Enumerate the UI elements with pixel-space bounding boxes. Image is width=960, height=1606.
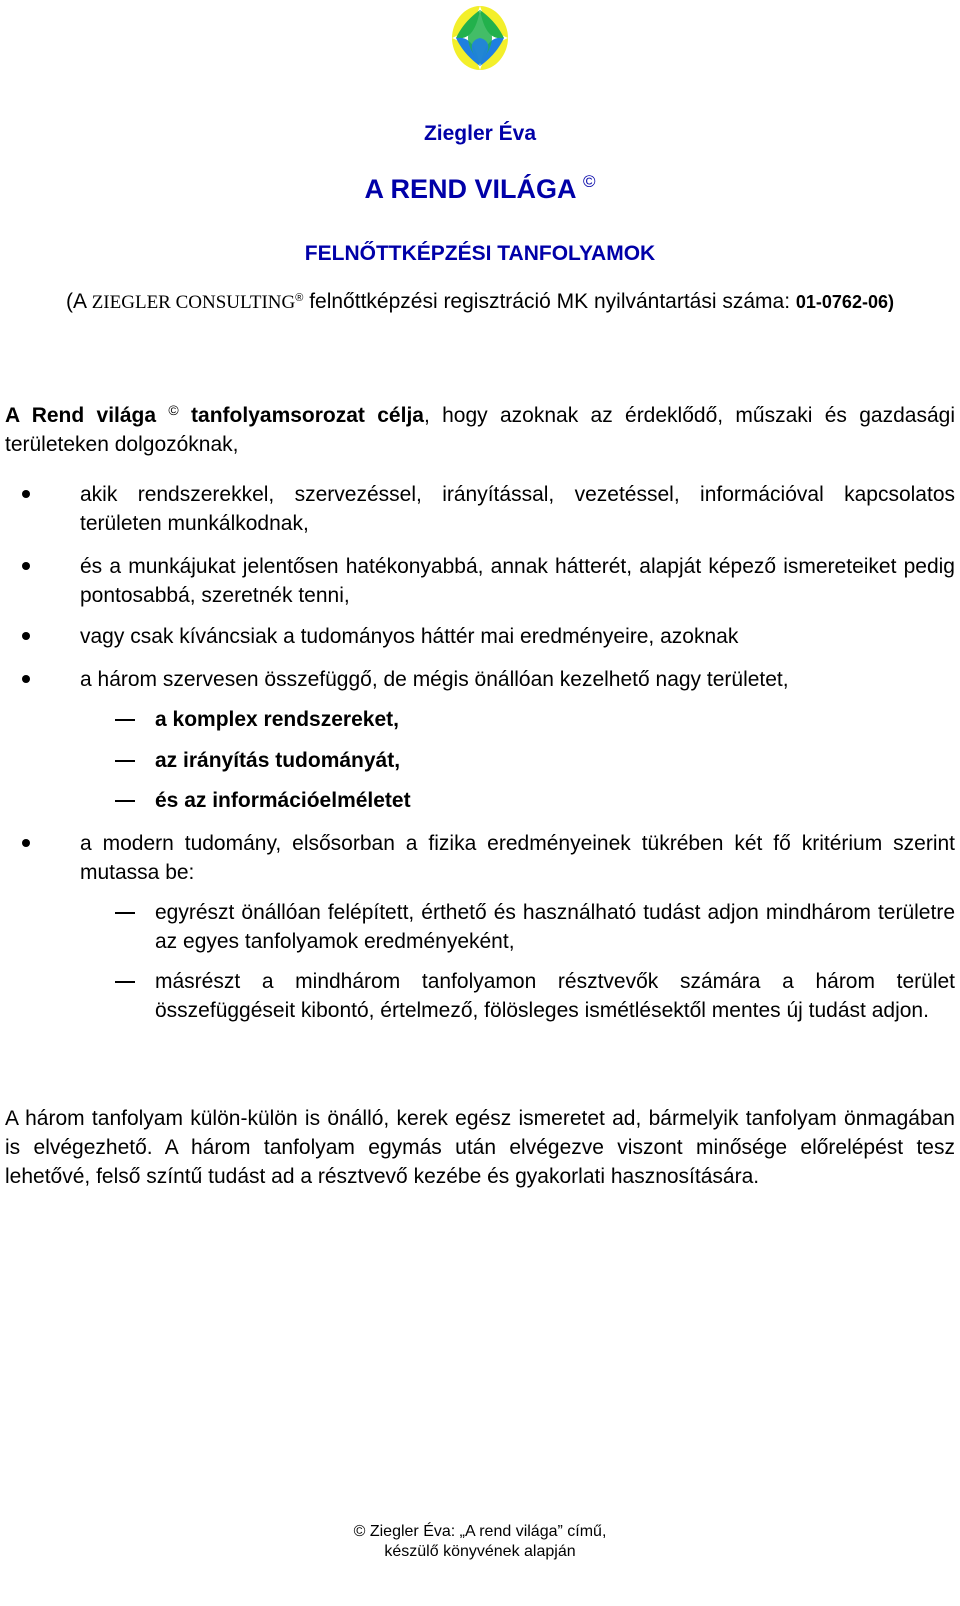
area-item: [155, 786, 955, 815]
registered-mark: ®: [295, 292, 304, 304]
reg-open: (A: [66, 290, 92, 313]
dash-marker: [115, 760, 135, 762]
list-item-text: és a munkájukat jelentősen hatékonyabbá, annak hátterét, alapját képező ismereteiket pedig pontosabbá, szeretnék tenni,: [80, 555, 955, 607]
list-item-text: a modern tudomány, elsősorban a fizika eredményeinek tükrében két fő kritérium szerint mutassa be:: [80, 832, 955, 884]
intro-copyright-mark: ©: [168, 402, 179, 418]
author-name: Ziegler Éva: [423, 122, 537, 145]
title-text: A REND VILÁGA: [364, 174, 576, 204]
reg-text: felnőttképzési regisztráció MK nyilvántartási száma:: [303, 290, 796, 313]
document-subtitle: FELNŐTTKÉPZÉSI TANFOLYAMOK: [304, 242, 656, 265]
list-item-text: akik rendszerekkel, szervezéssel, irányítással, vezetéssel, információval kapcsolatos területen munkálkodnak,: [80, 483, 955, 535]
page-footer: [0, 1522, 960, 1562]
intro-paragraph: [5, 396, 955, 459]
ziegler-logo-icon: [444, 2, 516, 74]
reg-number: 01-0762-06): [795, 292, 894, 312]
list-item: [80, 480, 955, 538]
area-item-text: a komplex rendszereket,: [155, 708, 399, 731]
intro-rest: , hogy azoknak az érdeklődő, műszaki és gazdasági területeken dolgozóknak,: [5, 404, 955, 456]
footer-line-1: © Ziegler Éva: „A rend világa” című,: [353, 1523, 607, 1540]
registration-line: [0, 290, 960, 314]
list-item: [80, 829, 955, 887]
list-item: [80, 622, 955, 651]
criterion-text: másrészt a mindhárom tanfolyamon résztvevők számára a három terület összefüggéseit kibontó, értelmező, fölösleges ismétlésektől mentes új tudást adjon.: [155, 970, 955, 1022]
dash-marker: [115, 912, 135, 914]
footer-line-2: készülő könyvének alapján: [384, 1543, 576, 1560]
dash-marker: [115, 800, 135, 802]
dash-marker: [115, 981, 135, 983]
list-item: [80, 665, 955, 694]
bullet-dot: [22, 490, 30, 498]
closing-paragraph: A három tanfolyam külön-külön is önálló, kerek egész ismeretet ad, bármelyik tanfolyam önmagában is elvégezhető. A három tanfolyam egymás után elvégezve viszont minősége előrelépést tesz lehetővé, felső színtű tudást ad a résztvevő kezébe és gyakorlati hasznosítására.: [5, 1107, 955, 1188]
list-item: [80, 552, 955, 610]
copyright-mark: ©: [583, 172, 596, 191]
criterion-item: [155, 898, 955, 956]
area-item-text: az irányítás tudományát,: [155, 749, 401, 772]
area-item-text: és az információelméletet: [155, 789, 411, 812]
bullet-dot: [22, 839, 30, 847]
document-title: [0, 172, 960, 205]
company-name: ZIEGLER CONSULTING: [91, 292, 296, 313]
bullet-dot: [22, 675, 30, 683]
intro-bold-a: A Rend világa: [5, 404, 157, 427]
list-item-text: vagy csak kíváncsiak a tudományos háttér mai eredményeire, azoknak: [80, 625, 739, 648]
criterion-item: [155, 967, 955, 1025]
criterion-text: egyrészt önállóan felépített, érthető és használható tudást adjon mindhárom területre az egyes tanfolyamok eredményeként,: [155, 901, 955, 953]
bullet-dot: [22, 632, 30, 640]
bullet-dot: [22, 562, 30, 570]
area-item: [155, 705, 955, 734]
area-item: [155, 746, 955, 775]
intro-bold-b: tanfolyamsorozat célja: [178, 404, 424, 427]
dash-marker: [115, 719, 135, 721]
list-item-text: a három szervesen összefüggő, de mégis önállóan kezelhető nagy területet,: [80, 668, 789, 691]
